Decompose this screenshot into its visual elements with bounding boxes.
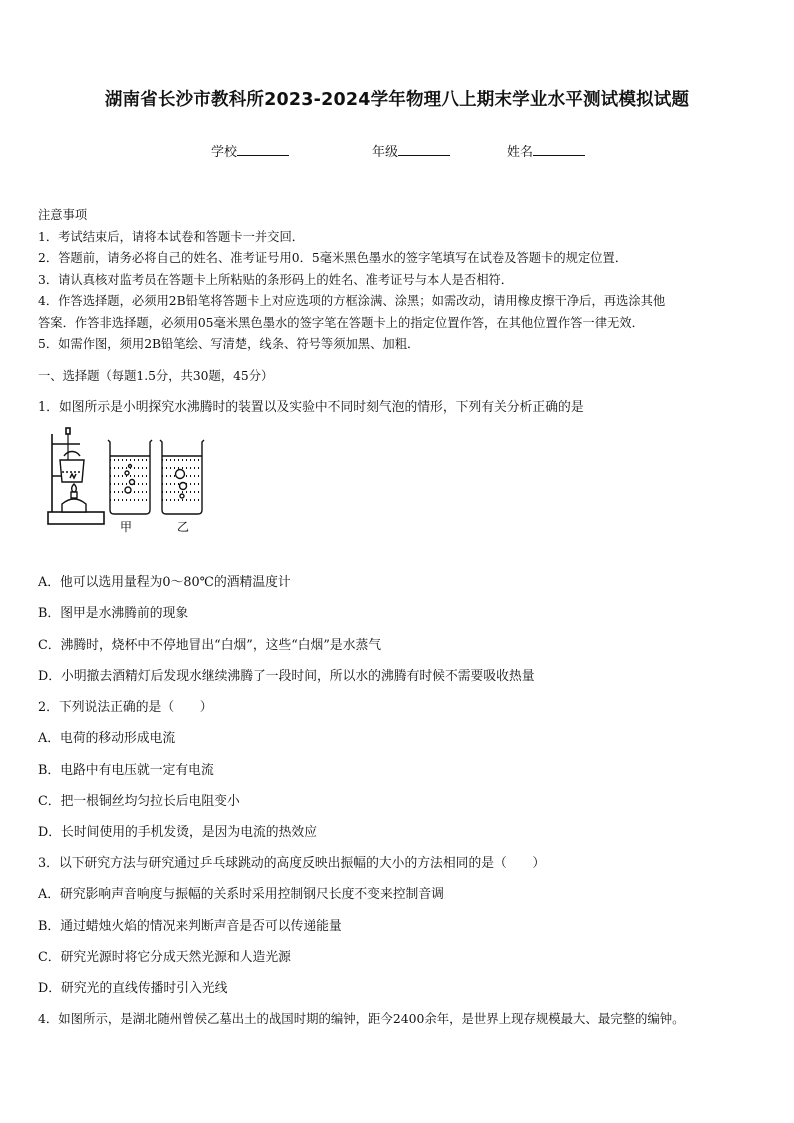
q1-option-b: B．图甲是水沸腾前的现象: [38, 606, 189, 621]
boiling-experiment-figure: [40, 426, 220, 538]
school-blank: [237, 143, 289, 156]
q2-option-b: B．电路中有电压就一定有电流: [38, 763, 214, 778]
q2-option-d: D．长时间使用的手机发烫，是因为电流的热效应: [38, 825, 317, 840]
notice-item: 4．作答选择题，必须用2B铅笔将答题卡上对应选项的方框涂满、涂黑；如需改动，请用橡皮擦干净后，再选涂其他: [38, 294, 666, 308]
q3-option-c: C．研究光源时将它分成天然光源和人造光源: [38, 950, 291, 965]
figure-label-yi: 乙: [176, 520, 190, 534]
question-4-stem: 4．如图所示，是湖北随州曾侯乙墓出土的战国时期的编钟，距今2400余年，是世界上现存规模最大、最完整的编钟。: [38, 1011, 685, 1026]
notice-item: 2．答题前，请务必将自己的姓名、准考证号用0．5毫米黑色墨水的签字笔填写在试卷及答题卡的规定位置．: [38, 251, 628, 265]
figure-label-jia: 甲: [119, 520, 133, 534]
flask-on-stand: [60, 452, 84, 483]
question-1-stem: 1．如图所示是小明探究水沸腾时的装置以及实验中不同时刻气泡的情形，下列有关分析正确的是: [38, 400, 584, 415]
notice-item: 5．如需作图，须用2B铅笔绘、写清楚，线条、符号等须加黑、加粗．: [38, 337, 420, 351]
beaker-yi: [160, 440, 204, 514]
notice-item: 答案．作答非选择题，必须用05毫米黑色墨水的签字笔在答题卡上的指定位置作答，在其他位置作答一律无效．: [38, 315, 644, 330]
name-label: 姓名: [507, 145, 534, 160]
grade-label: 年级: [372, 145, 399, 160]
q2-option-a: A．电荷的移动形成电流: [38, 731, 176, 746]
beaker-jia: [108, 440, 152, 514]
question-3-stem: 3．以下研究方法与研究通过乒乓球跳动的高度反映出振幅的大小的方法相同的是（ ）: [38, 856, 546, 871]
school-label: 学校: [211, 145, 238, 160]
question-2-stem: 2．下列说法正确的是（ ）: [38, 700, 213, 715]
grade-blank: [398, 143, 450, 156]
alcohol-lamp: [62, 484, 86, 512]
q2-option-c: C．把一根铜丝均匀拉长后电阻变小: [38, 794, 240, 809]
notice-block: [38, 205, 768, 356]
section-heading: 一、选择题（每题1.5分，共30题，45分）: [38, 369, 274, 383]
q1-option-c: C．沸腾时，烧杯中不停地冒出“白烟”，这些“白烟”是水蒸气: [38, 638, 382, 653]
grade-field: [372, 141, 450, 160]
q1-option-d: D．小明撤去酒精灯后发现水继续沸腾了一段时间，所以水的沸腾有时候不需要吸收热量: [38, 669, 535, 684]
name-blank: [533, 143, 585, 156]
exam-title: 湖南省长沙市教科所2023-2024学年物理八上期末学业水平测试模拟试题: [104, 90, 690, 110]
notice-heading: 注意事项: [38, 208, 88, 222]
q3-option-b: B．通过蜡烛火焰的情况来判断声音是否可以传递能量: [38, 919, 342, 934]
q1-option-a: A．他可以选用量程为0～80℃的酒精温度计: [38, 575, 291, 590]
q3-option-d: D．研究光的直线传播时引入光线: [38, 981, 228, 996]
q3-option-a: A．研究影响声音响度与振幅的关系时采用控制钢尺长度不变来控制音调: [38, 887, 444, 902]
notice-item: 1．考试结束后，请将本试卷和答题卡一并交回．: [38, 229, 305, 244]
notice-item: 3．请认真核对监考员在答题卡上所粘贴的条形码上的姓名、准考证号与本人是否相符．: [38, 272, 514, 287]
name-field: [507, 141, 585, 160]
school-field: [211, 141, 289, 160]
